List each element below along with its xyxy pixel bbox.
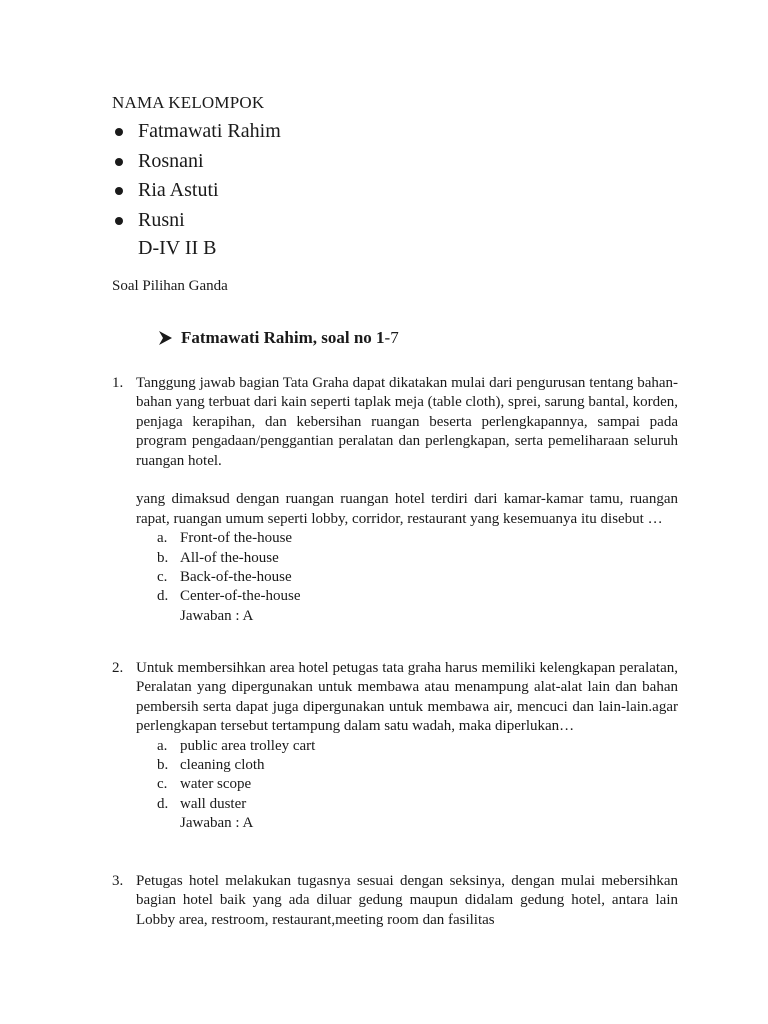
- member-list: [112, 117, 281, 235]
- question-number: 1.: [112, 375, 124, 391]
- question-3: [112, 872, 678, 930]
- question-text: Tanggung jawab bagian Tata Graha dapat dikatakan mulai dari pengurusan tentang bahan-bahan yang terbuat dari kain seperti taplak meja (table cloth), sprei, sarung bantal, korden, penjaga kerapihan, dan kebersihan ruangan beserta perlengkapannya, sampai pada program pengadaan/penggantian peralatan dan perlengkapan, serta pemeliharaan seluruh ruangan hotel.: [136, 375, 678, 469]
- option-item: c. water scope: [157, 776, 252, 793]
- option-item: d. wall duster: [157, 795, 247, 812]
- question-text-continued: yang dimaksud dengan ruangan ruangan hotel terdiri dari kamar-kamar tamu, ruangan rapat, ruangan umum seperti lobby, corridor, restaurant yang kesemuanya itu disebut …: [136, 491, 678, 527]
- document-subtitle: Soal Pilihan Ganda: [112, 278, 228, 294]
- arrowhead-bullet-icon: [158, 330, 173, 346]
- option-list: [157, 737, 678, 815]
- question-text: Untuk membersihkan area hotel petugas tata graha harus memiliki kelengkapan peralatan, Peralatan yang dipergunakan untuk membawa atau menampung alat-alat lain dan bahan pembersih serta dapat juga dipergunakan untuk membawa air, mencuci dan lain-lain.agar perlengkapan tersebut tertampung dalam satu wadah, maka diperlukan…: [136, 660, 678, 735]
- answer-label: Jawaban : A: [180, 815, 254, 832]
- class-label: D-IV II B: [138, 237, 217, 259]
- option-list: [157, 529, 678, 607]
- question-2: [112, 659, 678, 834]
- answer-label: Jawaban : A: [180, 607, 254, 624]
- option-item: d. Center-of-the-house: [157, 588, 301, 605]
- question-number: 2.: [112, 660, 124, 676]
- option-item: c. Back-of-the-house: [157, 569, 292, 586]
- bullet-icon: [115, 187, 123, 195]
- option-item: a. public area trolley cart: [157, 737, 316, 754]
- option-item: a. Front-of the-house: [157, 530, 293, 547]
- member-item: Rusni: [112, 206, 281, 236]
- member-item: Rosnani: [112, 147, 281, 177]
- question-1: [112, 374, 678, 626]
- member-item: Fatmawati Rahim: [112, 117, 281, 147]
- question-text: Petugas hotel melakukan tugasnya sesuai dengan seksinya, dengan mulai mebersihkan bagian hotel baik yang ada diluar gedung maupun didalam gedung hotel, antara lain Lobby area, restroom, restaurant,meeting room dan fasilitas: [136, 873, 678, 928]
- group-heading: NAMA KELOMPOK: [112, 93, 265, 112]
- option-item: b. cleaning cloth: [157, 757, 265, 774]
- bullet-icon: [115, 128, 123, 136]
- option-item: b. All-of the-house: [157, 549, 279, 566]
- question-number: 3.: [112, 873, 124, 889]
- section-heading: Fatmawati Rahim, soal no 1 -7: [158, 328, 399, 348]
- bullet-icon: [115, 217, 123, 225]
- member-item: Ria Astuti: [112, 176, 281, 206]
- bullet-icon: [115, 158, 123, 166]
